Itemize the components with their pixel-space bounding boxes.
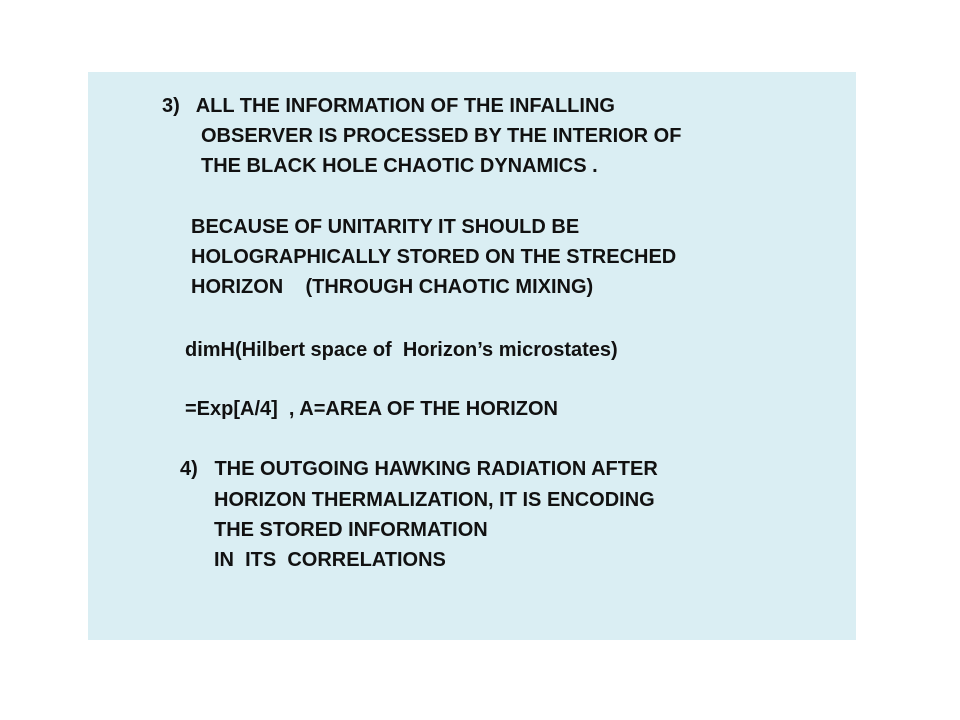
exp-formula: =Exp[A/4] , A=AREA OF THE HORIZON — [185, 398, 558, 420]
section-3-line-2: OBSERVER IS PROCESSED BY THE INTERIOR OF — [201, 125, 682, 147]
section-3-line-1: 3) ALL THE INFORMATION OF THE INFALLING — [162, 95, 615, 117]
unitarity-line-3: HORIZON (THROUGH CHAOTIC MIXING) — [191, 276, 594, 298]
section-4-line-2: HORIZON THERMALIZATION, IT IS ENCODING — [214, 489, 655, 511]
section-3-line-3: THE BLACK HOLE CHAOTIC DYNAMICS . — [201, 155, 598, 177]
section-4-line-4: IN ITS CORRELATIONS — [214, 549, 446, 571]
dimension-formula: dimH(Hilbert space of Horizon’s microstates) — [185, 339, 618, 361]
section-4-line-1: 4) THE OUTGOING HAWKING RADIATION AFTER — [180, 458, 658, 480]
section-4-line-3: THE STORED INFORMATION — [214, 519, 488, 541]
unitarity-line-1: BECAUSE OF UNITARITY IT SHOULD BE — [191, 216, 580, 238]
unitarity-line-2: HOLOGRAPHICALLY STORED ON THE STRECHED — [191, 246, 677, 268]
